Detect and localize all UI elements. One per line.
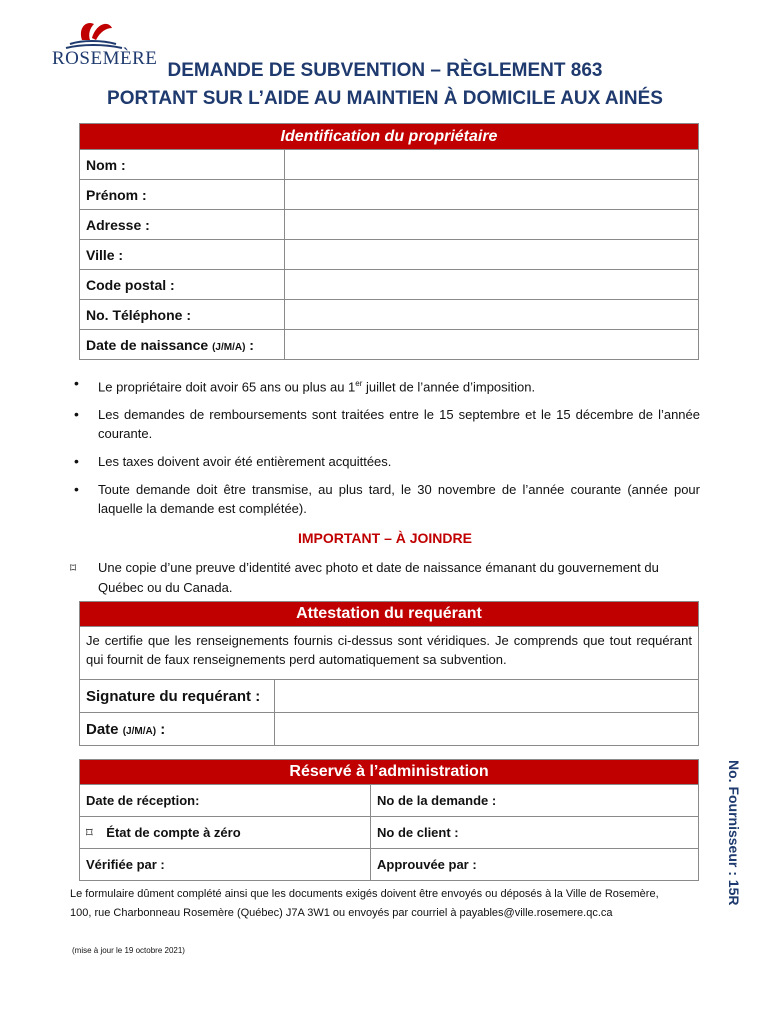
rule-taxes: • Les taxes doivent avoir été entièrement acquittées. bbox=[70, 452, 700, 471]
page-title-line1: DEMANDE DE SUBVENTION – RÈGLEMENT 863 bbox=[167, 60, 603, 81]
adresse-label: Adresse : bbox=[80, 210, 285, 240]
supplier-number: No. Fournisseur : 15R bbox=[726, 760, 742, 906]
reception-date-cell[interactable]: Date de réception: bbox=[80, 785, 371, 817]
signature-field[interactable] bbox=[275, 680, 699, 713]
checkbox-icon[interactable]: ⌑ bbox=[70, 561, 77, 575]
rule-age: • Le propriétaire doit avoir 65 ans ou plus au 1er juillet de l’année d’imposition. bbox=[70, 374, 700, 396]
attestation-date-field[interactable] bbox=[275, 713, 699, 746]
page-title-line2: PORTANT SUR L’AIDE AU MAINTIEN À DOMICILE AUX AINÉS bbox=[107, 88, 663, 109]
verifiee-cell[interactable]: Vérifiée par : bbox=[80, 849, 371, 881]
id-proof-item bbox=[70, 558, 700, 598]
telephone-label: No. Téléphone : bbox=[80, 300, 285, 330]
checkbox-icon[interactable]: ⌑ bbox=[86, 824, 93, 840]
important-heading: IMPORTANT – À JOINDRE bbox=[298, 530, 472, 546]
attestation-header: Attestation du requérant bbox=[80, 602, 699, 627]
admin-table bbox=[79, 759, 699, 881]
logo-text: ROSEMÈRE bbox=[52, 48, 158, 69]
admin-header: Réservé à l’administration bbox=[80, 760, 699, 785]
demande-number-cell[interactable]: No de la demande : bbox=[371, 785, 699, 817]
attestation-date-format: (J/M/A) bbox=[122, 725, 157, 737]
footer-instructions bbox=[70, 885, 700, 923]
naissance-label: Date de naissance (J/M/A) : bbox=[80, 330, 285, 360]
nom-label: Nom : bbox=[80, 150, 285, 180]
rule-period: • Les demandes de remboursements sont traitées entre le 15 septembre et le 15 décembre de l’année courante. bbox=[70, 405, 700, 443]
update-note: (mise à jour le 19 octobre 2021) bbox=[72, 946, 185, 955]
code-postal-label: Code postal : bbox=[80, 270, 285, 300]
signature-label: Signature du requérant : bbox=[80, 680, 275, 713]
attestation-date-label: Date (J/M/A) : bbox=[80, 713, 275, 746]
footer-line1: Le formulaire dûment complété ainsi que les documents exigés doivent être envoyés ou déposés à la Ville de Rosemère, bbox=[70, 888, 659, 900]
attestation-declaration: Je certifie que les renseignements fournis ci-dessus sont véridiques. Je comprends que tout requérant qui fournit de faux renseignements perd automatiquement sa subvention. bbox=[80, 627, 699, 680]
ville-field[interactable] bbox=[285, 240, 699, 270]
owner-identification-table bbox=[79, 123, 699, 360]
naissance-format: (J/M/A) bbox=[212, 341, 246, 353]
nom-field[interactable] bbox=[285, 150, 699, 180]
naissance-field[interactable] bbox=[285, 330, 699, 360]
id-proof-text: Une copie d’une preuve d’identité avec photo et date de naissance émanant du gouvernement du Québec ou du Canada. bbox=[98, 560, 659, 595]
adresse-field[interactable] bbox=[285, 210, 699, 240]
owner-section-header: Identification du propriétaire bbox=[80, 124, 699, 150]
ville-label: Ville : bbox=[80, 240, 285, 270]
fleur-logo-icon bbox=[52, 14, 142, 50]
rules-list bbox=[70, 374, 700, 527]
compte-zero-cell[interactable] bbox=[80, 817, 371, 849]
footer-line2: 100, rue Charbonneau Rosemère (Québec) J7A 3W1 ou envoyés par courriel à payables@ville.rosemere.qc.ca bbox=[70, 907, 613, 919]
prenom-label: Prénom : bbox=[80, 180, 285, 210]
compte-zero-label: État de compte à zéro bbox=[106, 824, 241, 840]
approuvee-cell[interactable]: Approuvée par : bbox=[371, 849, 699, 881]
client-number-cell[interactable]: No de client : bbox=[371, 817, 699, 849]
rule-deadline: • Toute demande doit être transmise, au plus tard, le 30 novembre de l’année courante (année pour laquelle la demande est complétée). bbox=[70, 480, 700, 518]
code-postal-field[interactable] bbox=[285, 270, 699, 300]
attestation-table bbox=[79, 601, 699, 746]
prenom-field[interactable] bbox=[285, 180, 699, 210]
telephone-field[interactable] bbox=[285, 300, 699, 330]
